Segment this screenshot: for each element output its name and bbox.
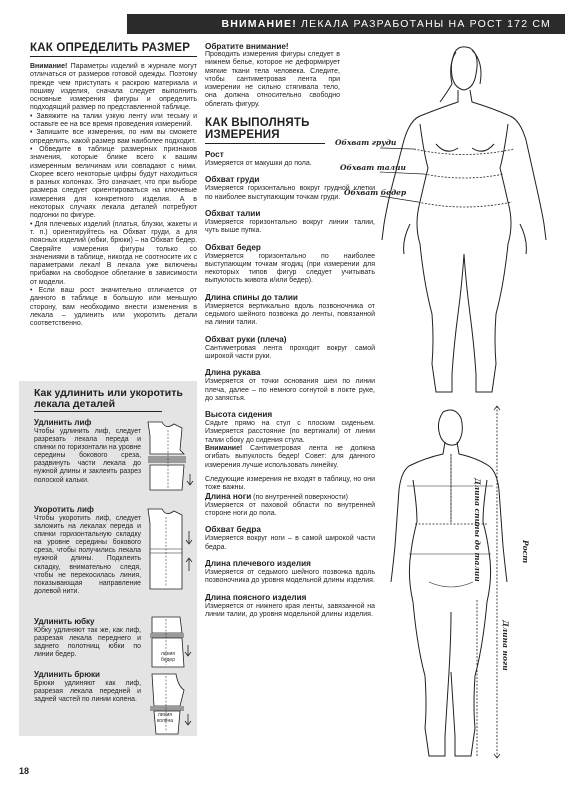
banner-bold: ВНИМАНИЕ! (221, 18, 297, 30)
left-column (30, 42, 197, 329)
section-title: Обхват бедра (205, 525, 261, 535)
section-text: Измеряется от нижнего края ленты, завязанной на линии талии, до уровня модельной длины изделия. (205, 602, 375, 618)
leg-title-note: (по внутренней поверхности) (251, 493, 348, 501)
lengthen-bodice-title: Удлинить лиф (34, 418, 92, 427)
box-title (34, 388, 189, 412)
section-title: Высота сидения (205, 410, 273, 420)
leg-title: Длина ноги (205, 491, 252, 501)
bullet: • Если ваш рост значительно отличается от данного в таблице в большую или меньшую сторону, вам необходимо внести изменения в лекала – удлинить или укоротить детали соответственно. (30, 287, 197, 328)
sit-note-text: Сантиметровая лента не должна огибать выпуклость бедер! Совет: для данного измерения лучше использовать линейку. (205, 445, 375, 469)
attention-text: Проводить измерения фигуры следует в нижнем белье, которое не деформирует мягкие ткани тела человека. Следите, чтобы сантиметровая лента при измерении не сильно стягивала тело, она должна относительно свободно облегать фигуру. (205, 51, 340, 108)
front-figure-illustration (380, 44, 550, 404)
section-text: Измеряется горизонтально по наиболее выступающим точкам ягодиц (при измерении для некоторых типов фигур следует учитывать выпуклость живота и/или бедер). (205, 252, 375, 285)
lengthen-trousers-text: Брюки удлиняют как лиф, разрезая лекала передней и задней частей по линии колена. (34, 680, 141, 704)
header-banner (127, 14, 565, 34)
section-text: Измеряется горизонтально вокруг линии талии, чуть выше пупка. (205, 218, 375, 235)
section-title: Длина спины до талии (205, 292, 298, 302)
section-title: Длина поясного изделия (205, 592, 307, 602)
attention-title: Обратите внимание! (205, 42, 289, 51)
leg-heading (205, 493, 375, 502)
intro-paragraph (30, 63, 197, 113)
section-text: Измеряется от макушки до пола. (205, 160, 312, 168)
bullet: • Завяжите на талии узкую ленту или тесьму и оставьте ее на все время проведения измерений. (30, 112, 197, 129)
section-text: Измеряется вертикально вдоль позвоночника от седьмого шейного позвонка до ленты, повязанной на линии талии. (205, 302, 375, 327)
section-title: Обхват груди (205, 175, 260, 185)
waist-label: Обхват талии (340, 163, 406, 172)
sit-note (205, 445, 375, 470)
bullet: • Для плечевых изделий (платья, блузки, жакеты и т. п.) ориентируйтесь на Обхват груди, а для поясных изделий (юбки, брюки) – на Обхват бедер. Сверяйте измерения фигуры только со значениями в таблице, никогда не соотносите их с параметрами лекал! В лекала уже включены прибавки на свободное облегание в зависимости от модели. (30, 220, 198, 286)
lengthen-skirt-text: Юбку удлиняют так же, как лиф, разрезая лекала переднего и заднего полотнищ юбки по линии бедер. (34, 627, 141, 659)
section-text: Сантиметровая лента проходит вокруг самой широкой части руки. (205, 344, 375, 360)
section-title: Обхват талии (205, 208, 261, 218)
bodice-shorten-sketch (144, 505, 194, 595)
section-text: Измеряется горизонтально вокруг грудной клетки по наиболее выступающим точкам груди. (205, 185, 375, 201)
section-bottom-length (205, 593, 375, 620)
section-seat (205, 410, 375, 470)
leg-length-label: Длина ноги (501, 620, 510, 671)
hips-label: Обхват бедер (344, 188, 407, 197)
intro-bold: Внимание! (30, 63, 68, 70)
chest-label: Обхват груди (335, 138, 397, 147)
section-arm (205, 335, 375, 362)
height-label: Рост (521, 540, 530, 564)
lengthen-trousers-title: Удлинить брюки (34, 670, 100, 679)
section-top-length (205, 559, 375, 586)
section-text: Сядьте прямо на стул с плоским сиденьем. Измеряется расстояние (по вертикали) от линии талии сбоку до сидения стула. (205, 420, 375, 444)
extra-intro: Следующие измерения не входят в таблицу, но они тоже важны. (205, 475, 375, 492)
measure-title: КАК ВЫПОЛНЯТЬ ИЗМЕРЕНИЯ (205, 117, 325, 144)
sit-note-bold: Внимание! (205, 445, 243, 453)
back-length-label: Длина спины до талии (473, 478, 482, 582)
lengthen-bodice-text: Чтобы удлинить лиф, следует разрезать лекала переда и спинки по горизонтали на уровне середины бокового среза, раздвинуть части лекала до нужной длины и заклеить разрез полоской кальки. (34, 428, 141, 484)
leg-text: Измеряется от паховой области по внутренней стороне ноги до пола. (205, 501, 375, 518)
section-title: Длина рукава (205, 368, 261, 378)
lengthen-skirt-title: Удлинить юбку (34, 617, 95, 626)
box-title-text: Как удлинить или укоротить лекала деталей (34, 387, 183, 410)
section-hips (205, 243, 375, 286)
section-waist (205, 209, 375, 236)
section-text: Измеряется от седьмого шейного позвонка вдоль позвоночника до уровня модельной длины изделия. (205, 568, 375, 585)
section-sleeve (205, 368, 375, 403)
section-title: Обхват руки (плеча) (205, 334, 287, 344)
section-title: Рост (205, 150, 224, 160)
bullet: • Обведите в таблице размерных признаков значения, которые ближе всего к вашим измеренным величинам или совпадают с ними. Скорее всего некоторые цифры будут находиться в разных колонках. Это означает, что при выборе размера следует ориентироваться на ключевые измерения для конкретного изделия. А в некоторых случаях лекала деталей потребуют подгонки по фигуре. (30, 145, 197, 220)
section-back-length (205, 293, 375, 328)
trousers-sketch (146, 672, 192, 736)
page-number: 18 (19, 766, 30, 776)
intro-text: Параметры изделий в журнале могут отличаться от размеров готовой одежды. Поэтому прежде чем приступать к раскрою материала и пошиву изделия, сначала следует выполнить основные измерения фигуры и определить подходящий размер по представленной таблице. (30, 63, 197, 112)
shorten-bodice-title: Укоротить лиф (34, 505, 94, 514)
section-text: Измеряется от точки основания шеи по линии плеча, далее – по немного согнутой в локте руке, до запястья. (205, 378, 375, 402)
back-figure-illustration (385, 406, 515, 766)
section-title: Обхват бедер (205, 242, 261, 252)
hip-line-label: линия бедер (161, 651, 175, 663)
shorten-bodice-text: Чтобы укоротить лиф, следует заложить на лекалах переда и спинки горизонтальную складку на уровне середины бокового среза, чтобы получились лекала нужной длины. Подклеить складку, внимательно следя, чтобы не перекосилась линия, показывающая направление долевой нити. (34, 515, 141, 595)
section-text: Измеряется вокруг ноги – в самой широкой части бедра. (205, 535, 375, 551)
banner-text: ЛЕКАЛА РАЗРАБОТАНЫ НА РОСТ 172 СМ (296, 18, 551, 30)
middle-column (205, 42, 375, 619)
section-thigh (205, 525, 375, 552)
bullet: • Запишите все измерения, по ним вы сможете определить, какой размер вам наиболее подходит. (30, 129, 197, 145)
bodice-lengthen-sketch (144, 418, 194, 500)
section-title: Длина плечевого изделия (205, 558, 311, 568)
knee-line-label: линия колена (156, 712, 174, 724)
size-title: КАК ОПРЕДЕЛИТЬ РАЗМЕР (30, 42, 197, 57)
